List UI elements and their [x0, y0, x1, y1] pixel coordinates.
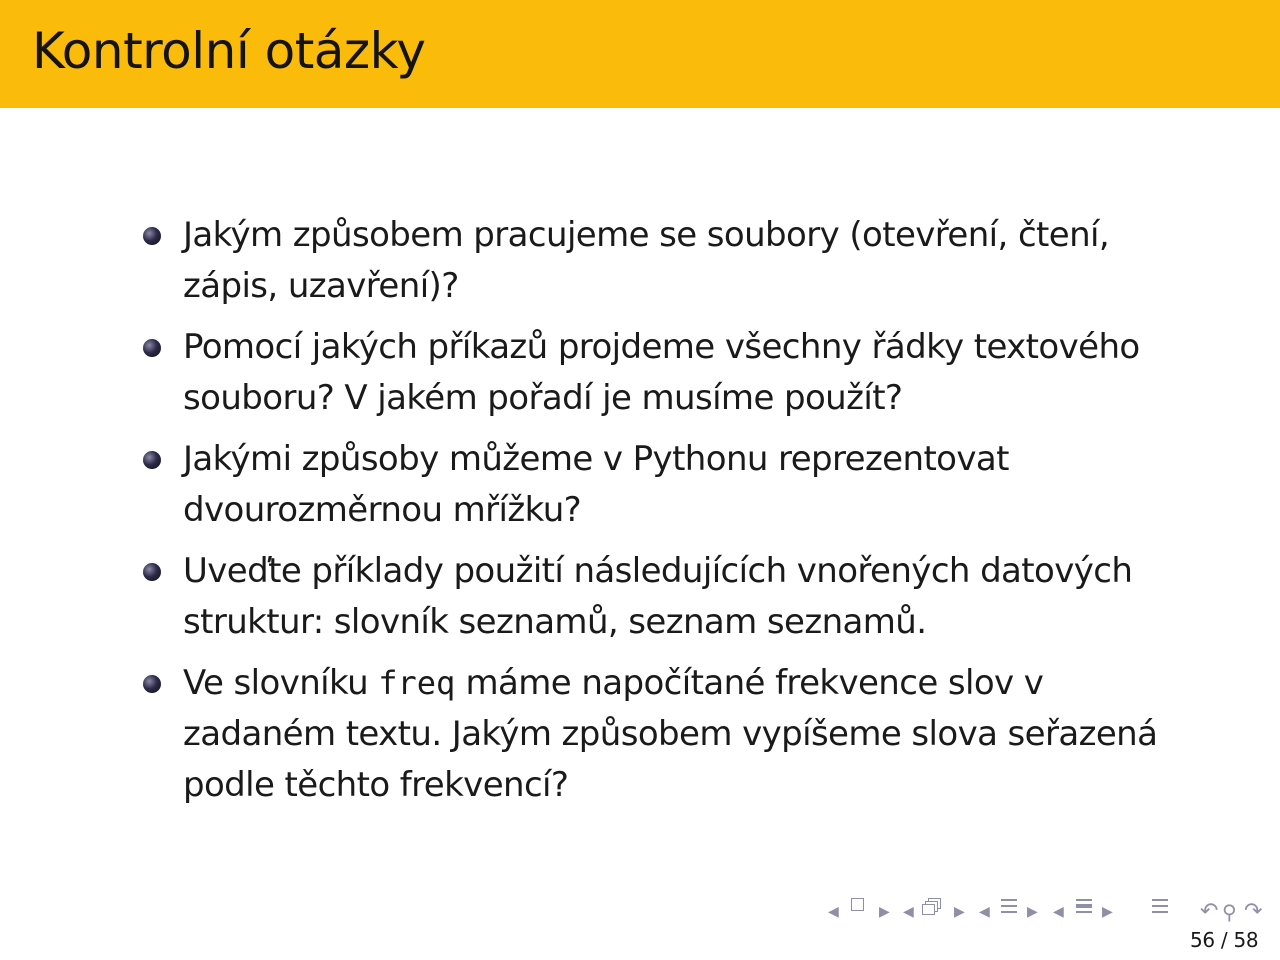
page-number: [1190, 928, 1258, 952]
nav-first-icon[interactable]: [851, 898, 864, 911]
slide-title: Kontrolní otázky: [32, 22, 426, 80]
nav-search-icon[interactable]: ⚲: [1222, 900, 1237, 924]
question-text: Jakým způsobem pracujeme se soubory (otevření, čtení, zápis, uzavření)?: [183, 215, 1110, 306]
question-list: [140, 210, 1200, 821]
nav-left-arrow-icon[interactable]: ◀: [979, 904, 990, 920]
list-item: [140, 546, 1200, 648]
question-text: Jakými způsoby můžeme v Pythonu reprezentovat dvourozměrnou mřížku?: [183, 439, 1009, 530]
nav-right-arrow-icon[interactable]: ▶: [1027, 904, 1038, 920]
bullet-icon: [143, 339, 161, 357]
bullet-icon: [143, 451, 161, 469]
bullet-icon: [143, 227, 161, 245]
bullet-icon: [143, 563, 161, 581]
nav-subsection-icon[interactable]: [1001, 898, 1017, 914]
nav-right-arrow-icon[interactable]: ▶: [954, 904, 965, 920]
nav-right-arrow-icon[interactable]: ▶: [879, 904, 890, 920]
code-identifier: freq: [378, 664, 456, 702]
nav-document-icon[interactable]: [1152, 898, 1168, 914]
nav-left-arrow-icon[interactable]: ◀: [828, 904, 839, 920]
question-text-before: Ve slovníku: [183, 663, 369, 703]
nav-section-icon[interactable]: [1076, 898, 1092, 914]
question-text: Pomocí jakých příkazů projdeme všechny řádky textového souboru? V jakém pořadí je musíme použít?: [183, 327, 1140, 418]
title-bar: [0, 0, 1280, 108]
nav-frame-icon[interactable]: [922, 898, 940, 916]
list-item: [140, 322, 1200, 424]
nav-left-arrow-icon[interactable]: ◀: [903, 904, 914, 920]
list-item: [140, 210, 1200, 312]
nav-forward-icon[interactable]: ↷: [1244, 899, 1263, 924]
question-text-after: máme napočítané frekvence slov v zadaném textu. Jakým způsobem vypíšeme slova seřazená podle těchto frekvencí?: [183, 663, 1158, 805]
total-pages: 58: [1233, 928, 1259, 952]
nav-right-arrow-icon[interactable]: ▶: [1102, 904, 1113, 920]
nav-back-icon[interactable]: ↶: [1200, 899, 1219, 924]
nav-left-arrow-icon[interactable]: ◀: [1053, 904, 1064, 920]
list-item: [140, 434, 1200, 536]
bullet-icon: [143, 675, 161, 693]
page-separator: /: [1220, 928, 1228, 952]
current-page: 56: [1190, 928, 1215, 952]
question-text: Uveďte příklady použití následujících vnořených datových struktur: slovník seznamů, seznam seznamů.: [183, 551, 1133, 642]
beamer-navigation: [824, 898, 1270, 926]
list-item: [140, 658, 1200, 811]
